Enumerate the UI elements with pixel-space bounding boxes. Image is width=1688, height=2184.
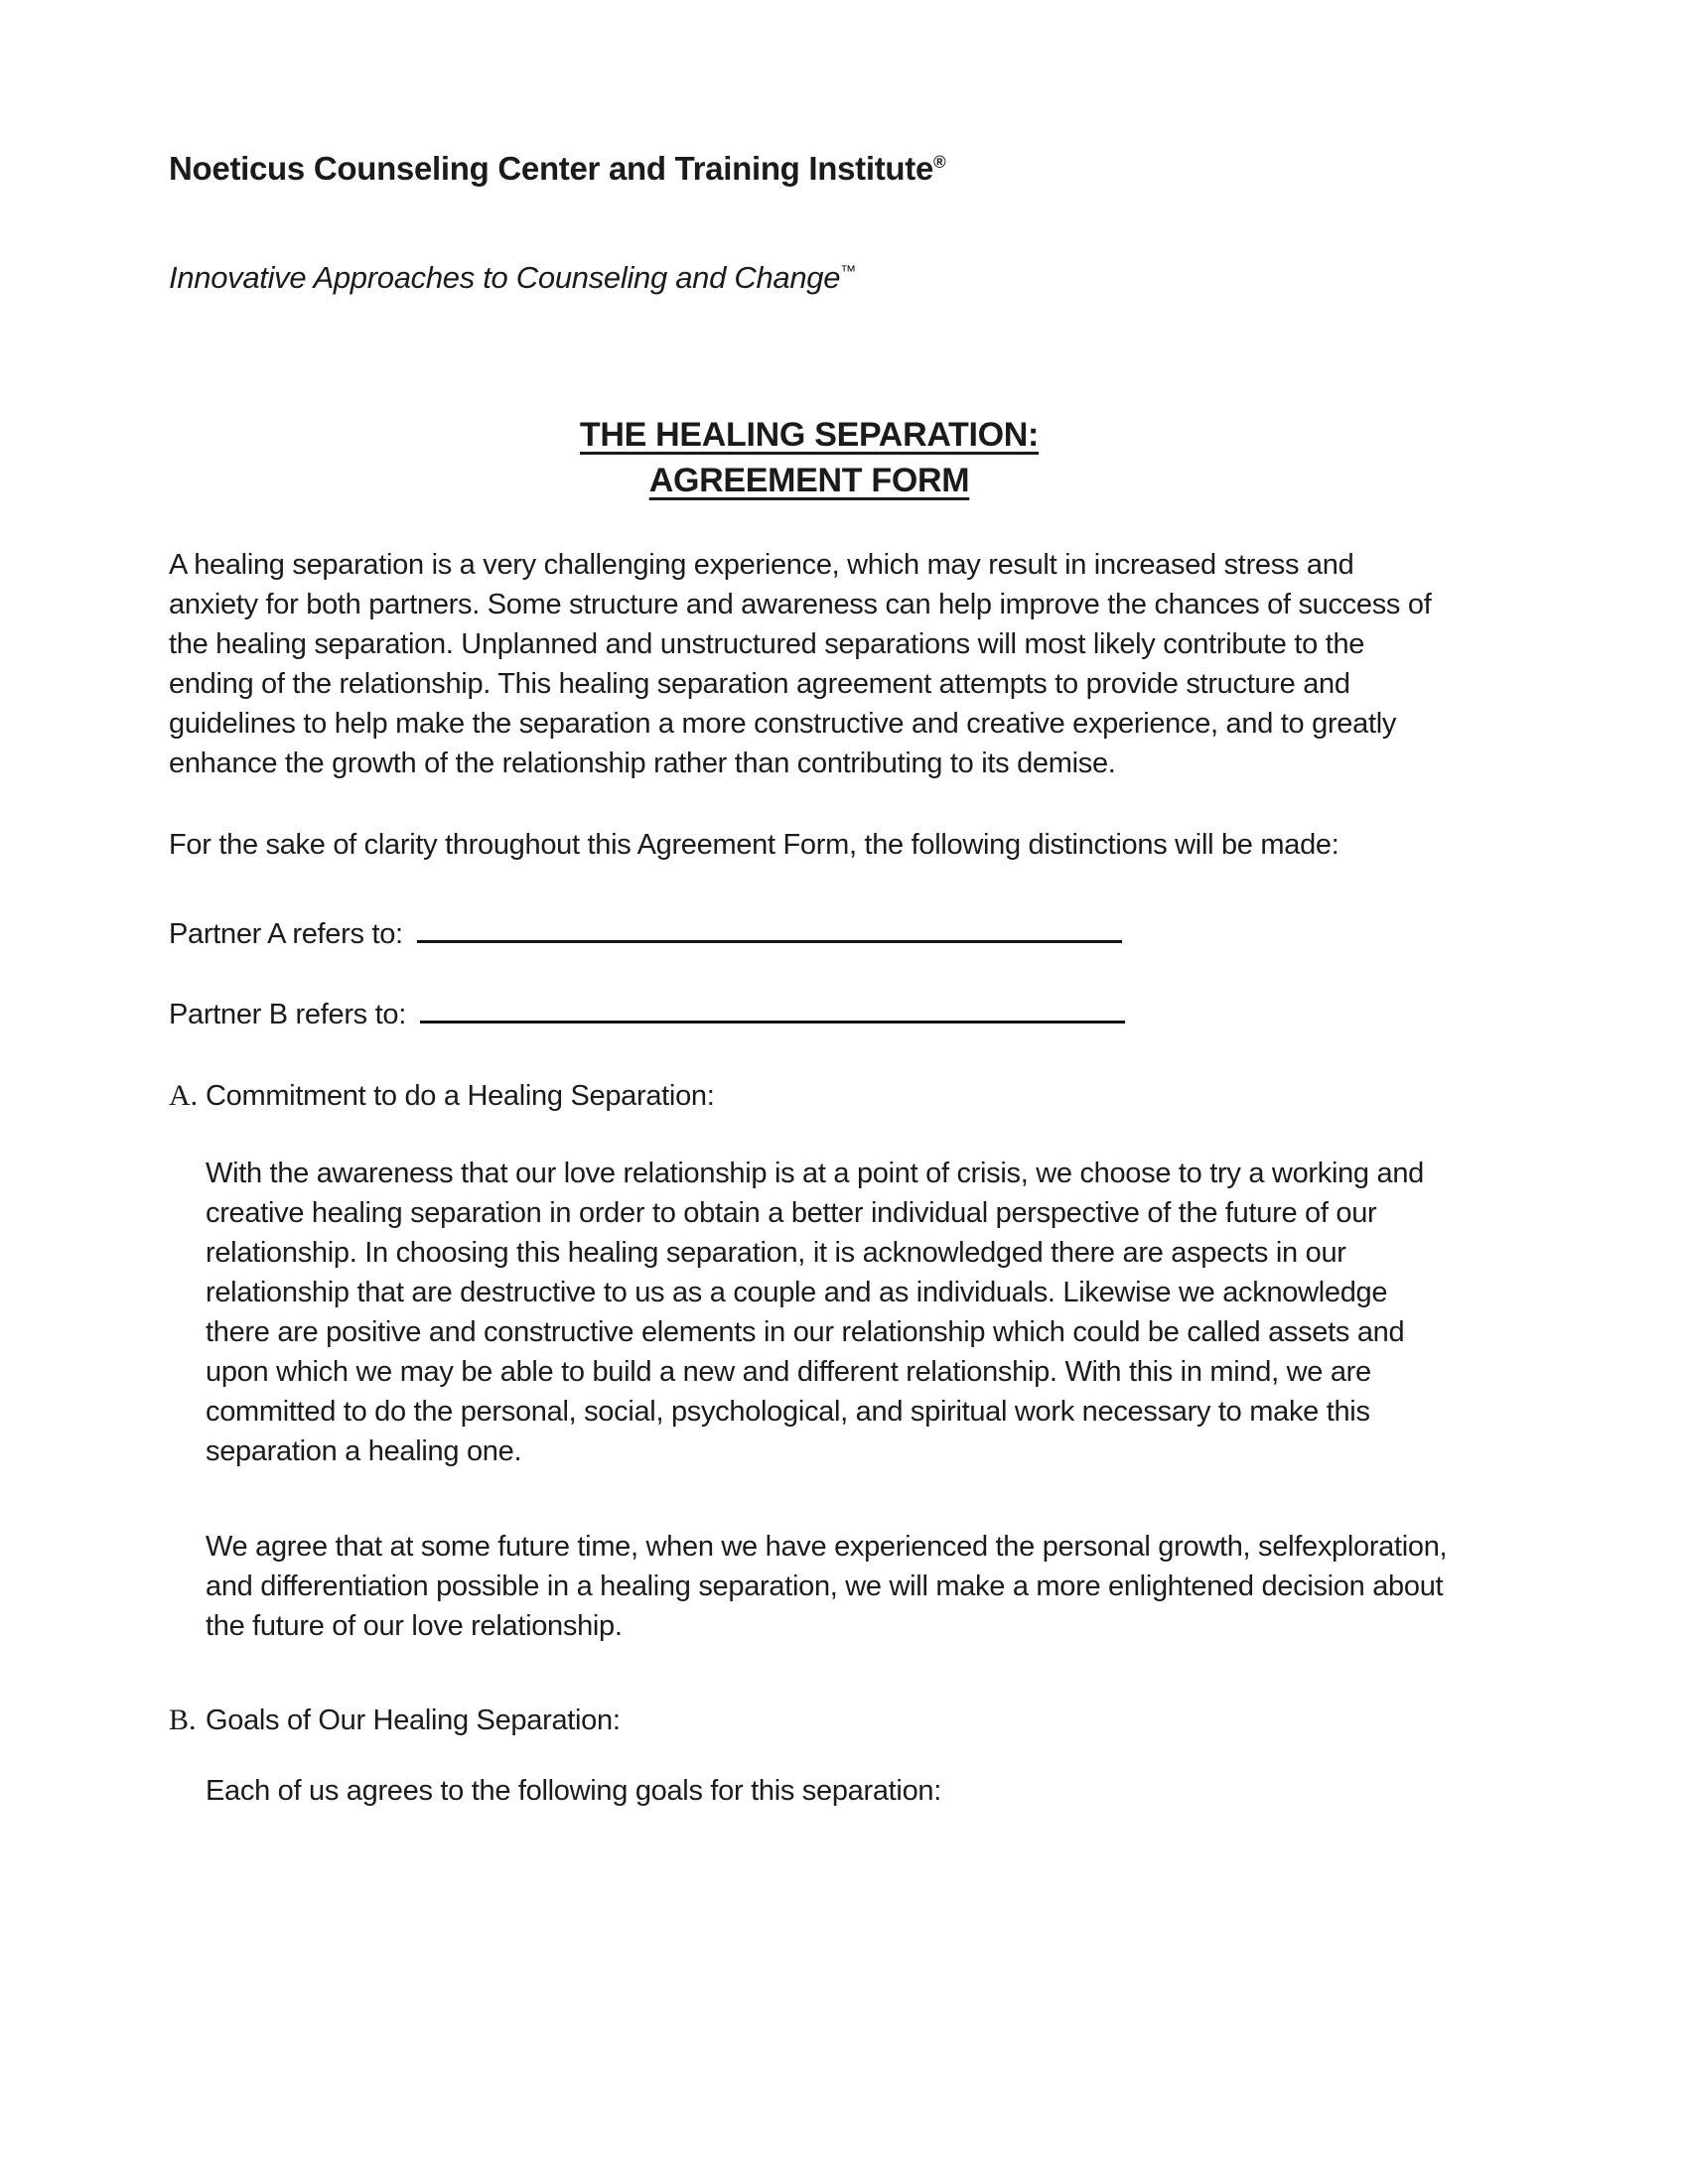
section-a-heading-text: Commitment to do a Healing Separation: [206, 1080, 715, 1112]
section-b-marker: B. [169, 1704, 197, 1736]
partner-b-input-line[interactable] [420, 991, 1125, 1024]
org-name-text: Noeticus Counseling Center and Training Institute [169, 150, 934, 187]
document-title-line-2: AGREEMENT FORM [648, 462, 970, 499]
intro-paragraph-1: A healing separation is a very challenging experience, which may result in increased stress and anxiety for both partners. Some structure and awareness can help improve the chances of success of the healing separation. Unplanned and unstructured separations will most likely contribute to the ending of the relationship. This healing separation agreement attempts to provide structure and guidelines to help make the separation a more constructive and creative experience, and to greatly enhance the growth of the relationship rather than contributing to its demise. [169, 549, 1432, 779]
intro-paragraph-2: For the sake of clarity throughout this Agreement Form, the following distinctions will be made: [169, 829, 1339, 861]
org-tagline-text: Innovative Approaches to Counseling and Change [169, 260, 841, 295]
trademark-symbol: ™ [840, 262, 856, 281]
section-a-marker: A. [169, 1079, 199, 1112]
partner-a-label: Partner A refers to: [169, 918, 403, 950]
section-a-paragraph-2: We agree that at some future time, when we have experienced the personal growth, selfexploration, and differentiation possible in a healing separation, we will make a more enlightened decision about the future of our love relationship. [206, 1531, 1448, 1642]
partner-a-field-row [169, 910, 1450, 954]
partner-b-label: Partner B refers to: [169, 999, 406, 1030]
section-a-paragraph-1: With the awareness that our love relationship is at a point of crisis, we choose to try a working and creative healing separation in order to obtain a better individual perspective of the future of our relationship. In choosing this healing separation, it is acknowledged there are aspects in our relationship that are destructive to us as a couple and as individuals. Likewise we acknowledge there are positive and constructive elements in our relationship which could be called assets and upon which we may be able to build a new and different relationship. With this in mind, we are committed to do the personal, social, psychological, and spiritual work necessary to make this separation a healing one. [206, 1158, 1424, 1467]
org-name [169, 149, 1450, 189]
section-b-paragraph-1: Each of us agrees to the following goals for this separation: [206, 1775, 941, 1807]
section-b-heading-text: Goals of Our Healing Separation: [206, 1705, 621, 1736]
registered-trademark-symbol: ® [933, 152, 946, 172]
section-a-heading [169, 1076, 1450, 1116]
partner-b-field-row [169, 991, 1450, 1034]
document-title [169, 412, 1450, 503]
document-title-line-1: THE HEALING SEPARATION: [579, 416, 1040, 454]
section-b-heading [169, 1701, 1450, 1740]
partner-a-input-line[interactable] [417, 910, 1122, 943]
org-tagline [169, 258, 1450, 298]
